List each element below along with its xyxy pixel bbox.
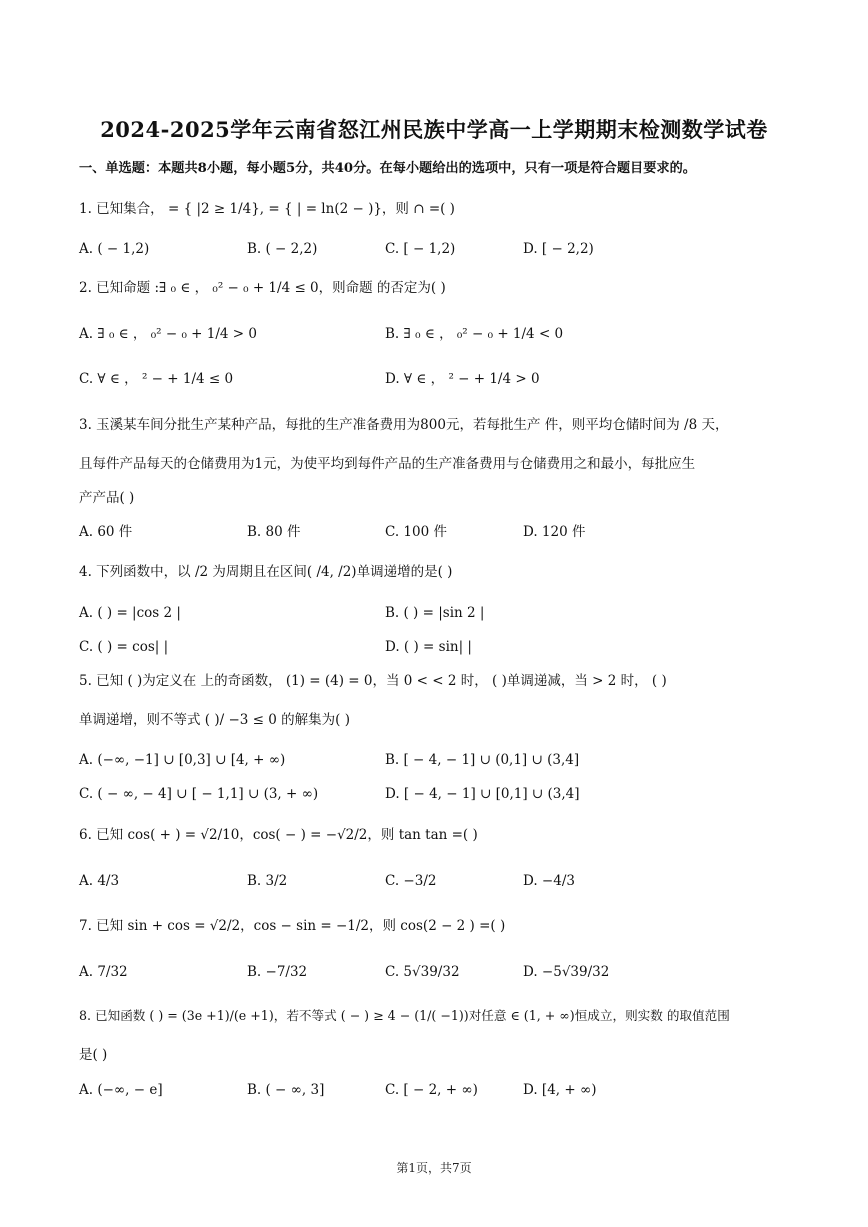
question-8-option-d: D. [4, + ∞): [523, 1082, 597, 1098]
question-3-stem-line-2: 且每件产品每天的仓储费用为1元，为使平均到每件产品的生产准备费用与仓储费用之和最小，每批应生: [79, 456, 696, 472]
question-5-stem-line-1: 5. 已知 ( )为定义在 上的奇函数， (1) = (4) = 0，当 0 < < 2 时， ( )单调递减，当 > 2 时， ( ): [79, 673, 667, 689]
question-4-option-d: D. ( ) = sin| |: [385, 639, 472, 655]
question-3-stem-line-3: 产产品( ): [79, 490, 135, 506]
question-6-option-d: D. −4/3: [523, 873, 575, 889]
question-7-option-b: B. −7/32: [247, 964, 308, 980]
question-5-option-a: A. (−∞, −1] ∪ [0,3] ∪ [4, + ∞): [79, 752, 286, 768]
question-5-option-b: B. [ − 4, − 1] ∪ (0,1] ∪ (3,4]: [385, 752, 580, 768]
question-2-option-b: B. ∃ ₀ ∈ ， ₀² − ₀ + 1/4 < 0: [385, 326, 564, 342]
question-6-stem: 6. 已知 cos( + ) = √2/10，cos( − ) = −√2/2，则 tan tan =( ): [79, 827, 478, 843]
question-5-option-d: D. [ − 4, − 1] ∪ [0,1] ∪ (3,4]: [385, 786, 580, 802]
question-2-option-d: D. ∀ ∈ ， ² − + 1/4 > 0: [385, 371, 540, 387]
question-2-option-a: A. ∃ ₀ ∈ ， ₀² − ₀ + 1/4 > 0: [79, 326, 257, 342]
question-1-option-d: D. [ − 2,2): [523, 241, 594, 257]
question-6-option-b: B. 3/2: [247, 873, 288, 889]
question-8-option-b: B. ( − ∞, 3]: [247, 1082, 325, 1098]
section-heading: 一、单选题：本题共8小题，每小题5分，共40分。在每小题给出的选项中，只有一项是符合题目要求的。: [79, 161, 696, 176]
question-1-option-a: A. ( − 1,2): [79, 241, 150, 257]
question-8-option-a: A. (−∞, − e]: [79, 1082, 163, 1098]
question-6-option-c: C. −3/2: [385, 873, 437, 889]
question-8-option-c: C. [ − 2, + ∞): [385, 1082, 478, 1098]
question-7-option-c: C. 5√39/32: [385, 964, 460, 980]
question-5-option-c: C. ( − ∞, − 4] ∪ [ − 1,1] ∪ (3, + ∞): [79, 786, 319, 802]
question-4-option-a: A. ( ) = |cos 2 |: [79, 605, 181, 621]
question-3-option-b: B. 80 件: [247, 524, 301, 540]
question-4-option-b: B. ( ) = |sin 2 |: [385, 605, 485, 621]
question-6-option-a: A. 4/3: [79, 873, 120, 889]
question-4-option-c: C. ( ) = cos| |: [79, 639, 169, 655]
question-3-option-d: D. 120 件: [523, 524, 586, 540]
page-footer: 第1页，共7页: [396, 1161, 472, 1175]
question-4-stem: 4. 下列函数中，以 /2 为周期且在区间( /4, /2)单调递增的是( ): [79, 564, 453, 580]
question-8-stem-line-1: 8. 已知函数 ( ) = (3e +1)/(e +1)，若不等式 ( − ) ≥ 4 − (1/( −1))对任意 ∈ (1, + ∞)恒成立，则实数 的取值范围: [79, 1008, 730, 1023]
question-3-option-c: C. 100 件: [385, 524, 447, 540]
question-3-stem-line-1: 3. 玉溪某车间分批生产某种产品，每批的生产准备费用为800元，若每批生产 件，则平均仓储时间为 /8 天，: [79, 417, 729, 433]
question-2-option-c: C. ∀ ∈ ， ² − + 1/4 ≤ 0: [79, 371, 234, 387]
question-7-stem: 7. 已知 sin + cos = √2/2，cos − sin = −1/2，则 cos(2 − 2 ) =( ): [79, 918, 506, 934]
question-8-stem-line-2: 是( ): [79, 1047, 108, 1063]
question-2-stem: 2. 已知命题 :∃ ₀ ∈ ， ₀² − ₀ + 1/4 ≤ 0，则命题 的否定为( ): [79, 280, 446, 296]
question-5-stem-line-2: 单调递增，则不等式 ( )/ −3 ≤ 0 的解集为( ): [79, 712, 350, 728]
page-title: 2024-2025学年云南省怒江州民族中学高一上学期期末检测数学试卷: [100, 117, 768, 142]
question-1-stem: 1. 已知集合， = { |2 ≥ 1/4}, = { | = ln(2 − )}，则 ∩ =( ): [79, 201, 455, 217]
question-7-option-a: A. 7/32: [79, 964, 128, 980]
question-3-option-a: A. 60 件: [79, 524, 133, 540]
question-1-option-c: C. [ − 1,2): [385, 241, 456, 257]
question-1-option-b: B. ( − 2,2): [247, 241, 318, 257]
question-7-option-d: D. −5√39/32: [523, 964, 610, 980]
